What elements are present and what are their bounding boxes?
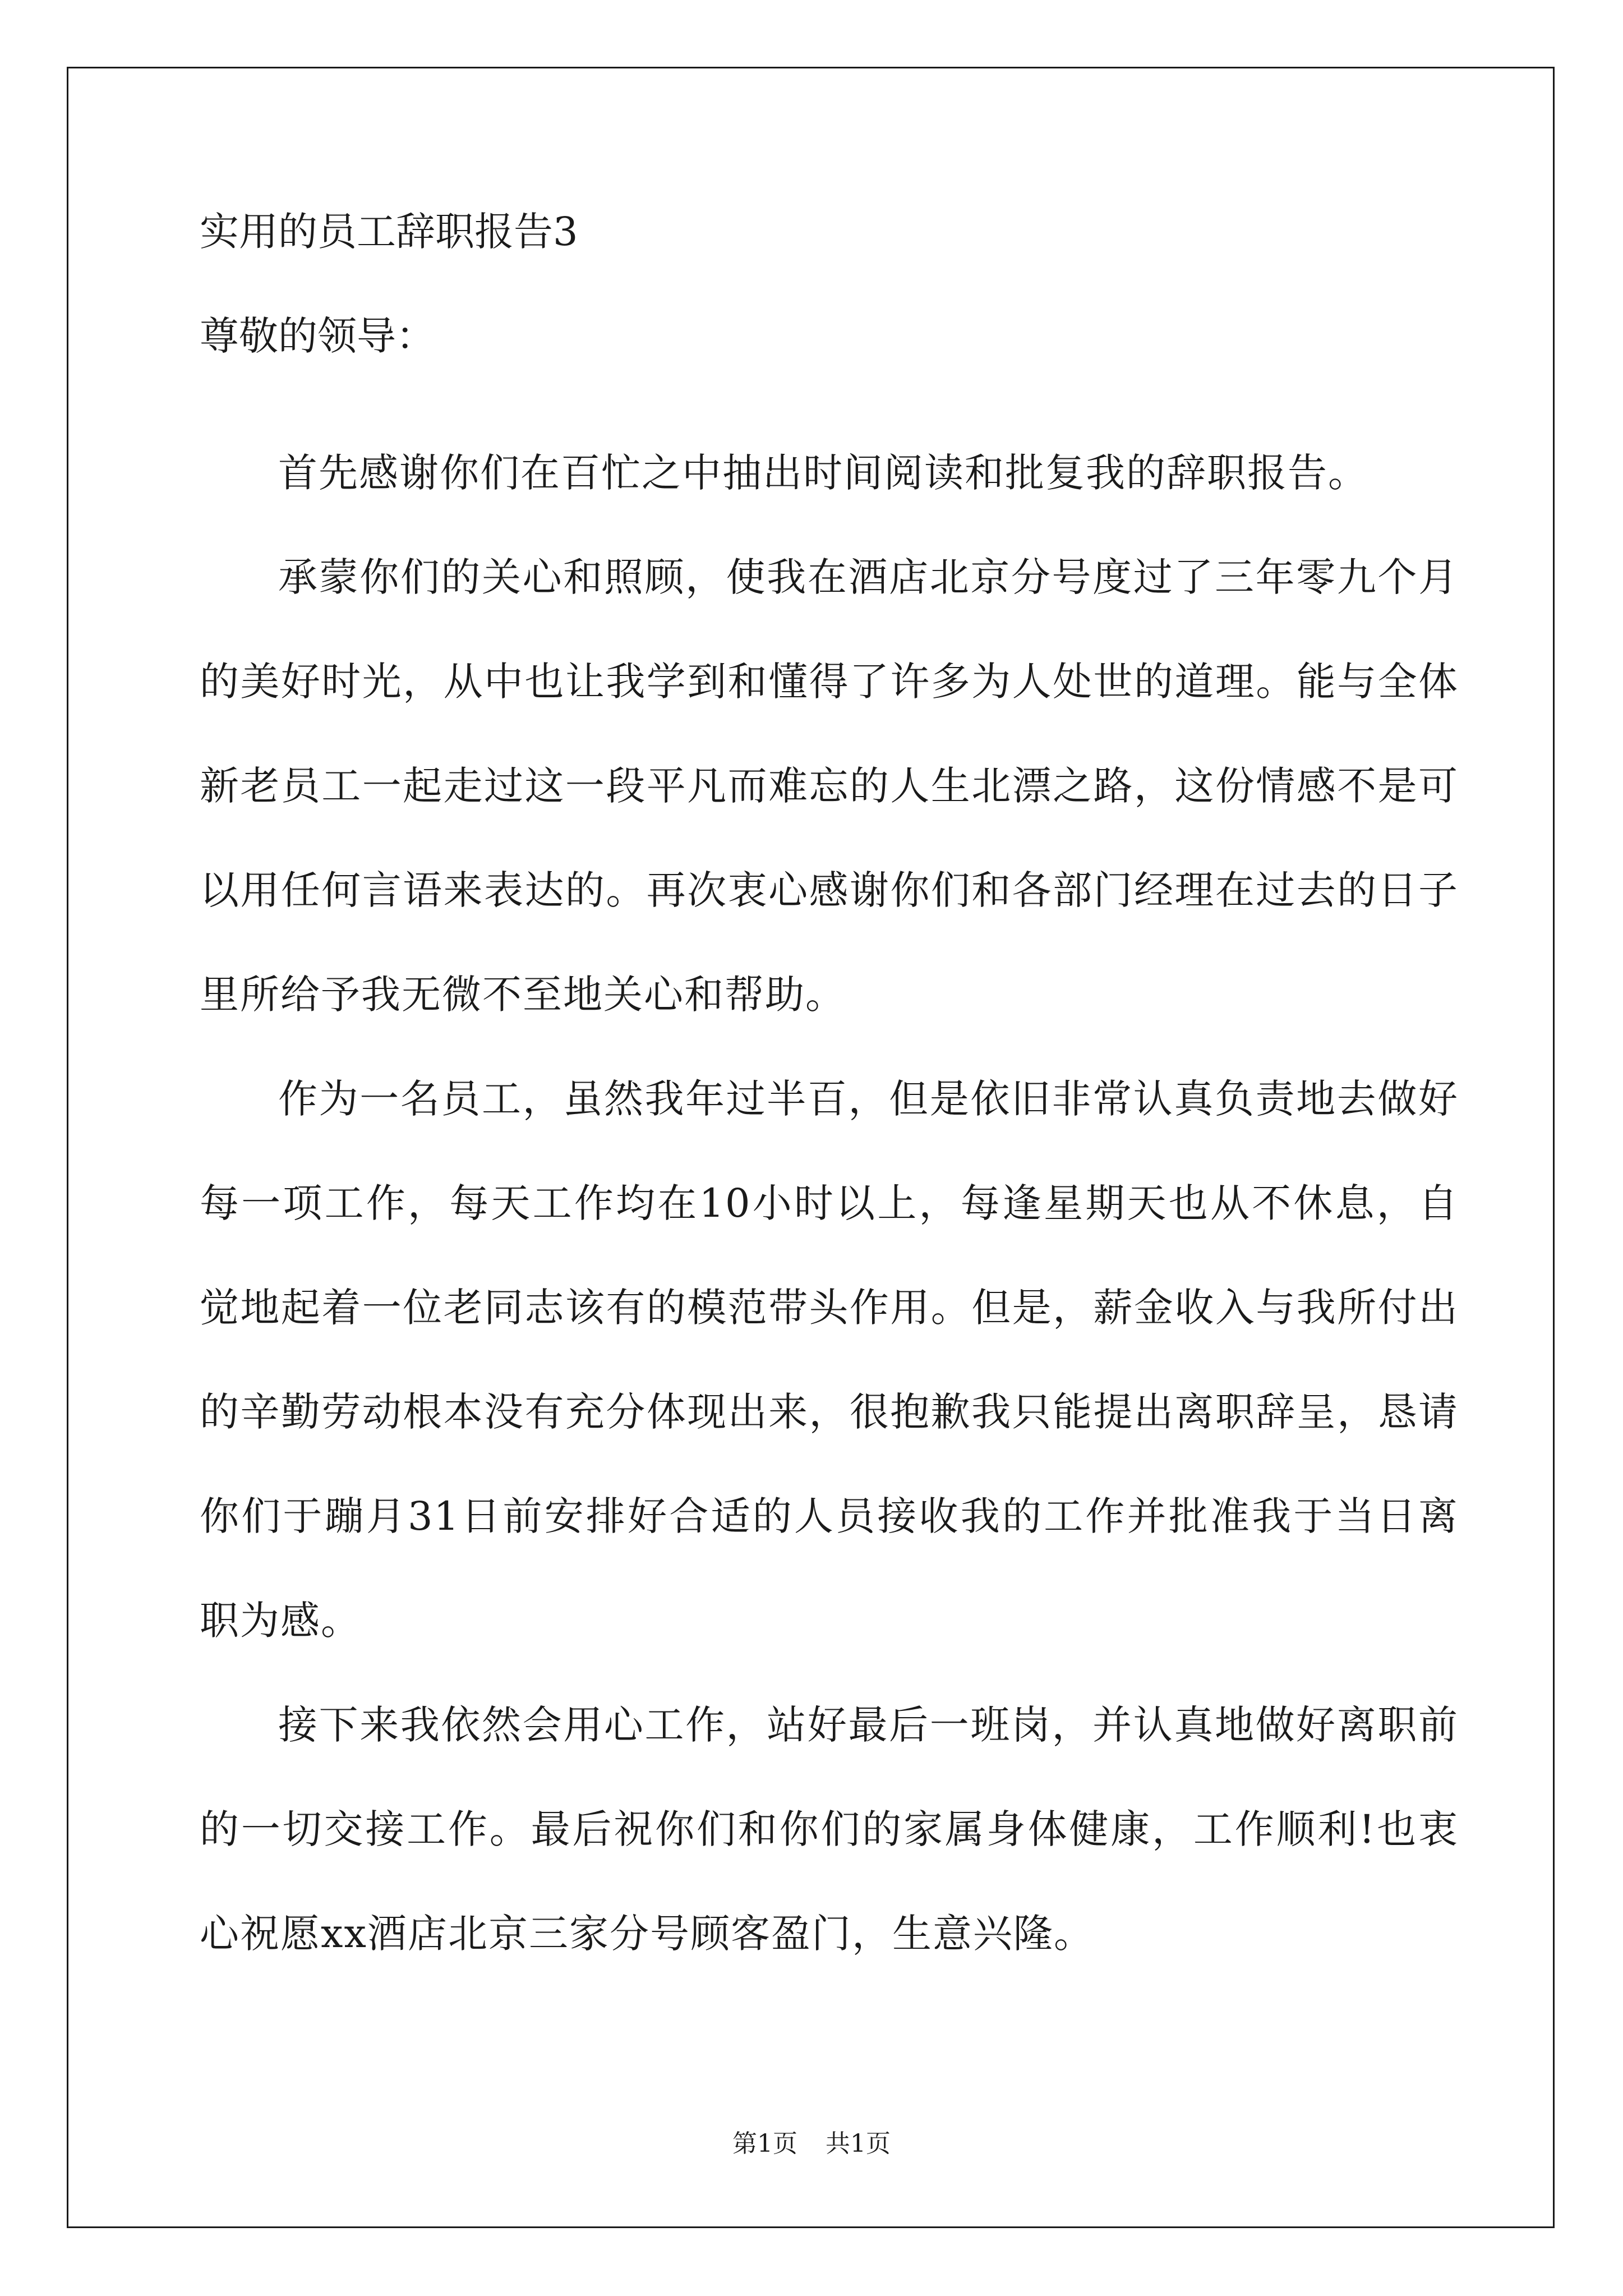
paragraph-4: 接下来我依然会用心工作，站好最后一班岗，并认真地做好离职前的一切交接工作。最后祝你们和你们的家属身体健康，工作顺利!也衷心祝愿xx酒店北京三家分号顾客盈门，生意兴隆。 xyxy=(200,1702,1459,1957)
document-body xyxy=(200,209,1459,1986)
paragraph-1: 首先感谢你们在百忙之中抽出时间阅读和批复我的辞职报告。 xyxy=(278,450,1368,496)
salutation: 尊敬的领导： xyxy=(200,313,435,359)
paragraph-2: 承蒙你们的关心和照顾，使我在酒店北京分号度过了三年零九个月的美好时光，从中也让我学到和懂得了许多为人处世的道理。能与全体新老员工一起走过这一段平凡而难忘的人生北漂之路，这份情感不是可以用任何言语来表达的。再次衷心感谢你们和各部门经理在过去的日子里所给予我无微不至地关心和帮助。 xyxy=(200,554,1459,1018)
page-number: 第1页 xyxy=(732,2129,797,2158)
paragraph-3: 作为一名员工，虽然我年过半百，但是依旧非常认真负责地去做好每一项工作，每天工作均在10小时以上，每逢星期天也从不休息，自觉地起着一位老同志该有的模范带头作用。但是，薪金收入与我所付出的辛勤劳动根本没有充分体现出来，很抱歉我只能提出离职辞呈，恳请你们于蹦月31日前安排好合适的人员接收我的工作并批准我于当日离职为感。 xyxy=(200,1076,1459,1644)
total-pages: 共1页 xyxy=(826,2129,891,2158)
page-footer xyxy=(0,2123,1623,2159)
document-title: 实用的员工辞职报告3 xyxy=(200,209,578,255)
